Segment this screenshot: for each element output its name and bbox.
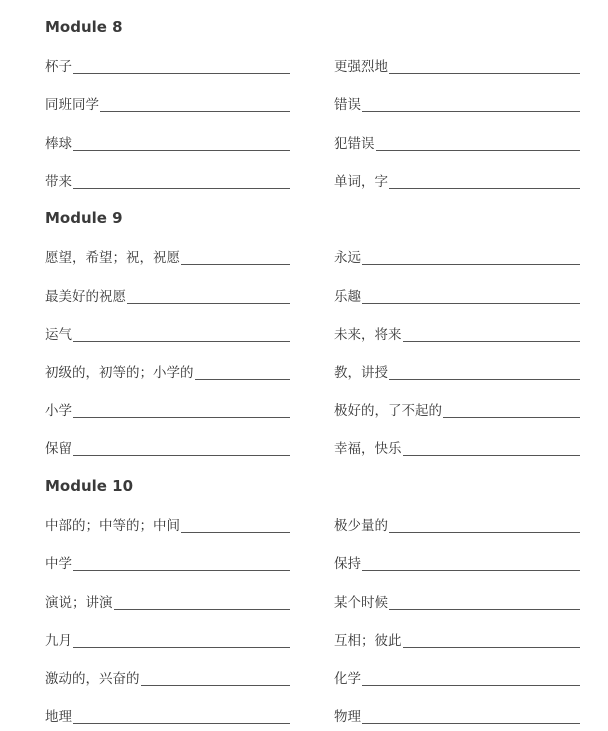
module-10-right-item-5: 化学	[334, 668, 580, 688]
answer-blank[interactable]	[403, 441, 581, 456]
module-10-left-item-2: 中学	[45, 553, 290, 573]
answer-blank[interactable]	[73, 709, 290, 724]
module-9-right-item-2: 乐趣	[334, 286, 580, 306]
module-10-left-item-5: 激动的，兴奋的	[45, 668, 290, 688]
answer-blank[interactable]	[73, 556, 290, 571]
answer-blank[interactable]	[141, 671, 291, 686]
module-8-left-item-3: 棒球	[45, 133, 290, 153]
answer-blank[interactable]	[73, 633, 290, 648]
answer-blank[interactable]	[73, 327, 290, 342]
answer-blank[interactable]	[389, 518, 580, 533]
module-10-left-item-1: 中部的；中等的；中间	[45, 515, 290, 535]
answer-blank[interactable]	[114, 595, 291, 610]
module-9-right-item-4: 教，讲授	[334, 362, 580, 382]
module-8-title: Module 8	[45, 18, 123, 36]
answer-blank[interactable]	[376, 136, 581, 151]
answer-blank[interactable]	[403, 633, 581, 648]
answer-blank[interactable]	[127, 289, 290, 304]
module-9-left-item-2: 最美好的祝愿	[45, 286, 290, 306]
answer-blank[interactable]	[362, 556, 580, 571]
answer-blank[interactable]	[181, 250, 290, 265]
answer-blank[interactable]	[73, 441, 290, 456]
answer-blank[interactable]	[362, 289, 580, 304]
module-10-left-item-4: 九月	[45, 630, 290, 650]
answer-blank[interactable]	[389, 59, 580, 74]
answer-blank[interactable]	[73, 174, 290, 189]
module-9-right-item-1: 永远	[334, 247, 580, 267]
answer-blank[interactable]	[181, 518, 290, 533]
answer-blank[interactable]	[389, 174, 580, 189]
module-8-right-item-1: 更强烈地	[334, 56, 580, 76]
module-9-left-item-4: 初级的，初等的；小学的	[45, 362, 290, 382]
answer-blank[interactable]	[362, 97, 580, 112]
answer-blank[interactable]	[73, 136, 290, 151]
module-10-title: Module 10	[45, 477, 134, 495]
answer-blank[interactable]	[362, 250, 580, 265]
module-9-left-item-5: 小学	[45, 400, 290, 420]
module-10-left-item-6: 地理	[45, 706, 290, 726]
answer-blank[interactable]	[403, 327, 581, 342]
module-8-left-item-2: 同班同学	[45, 94, 290, 114]
module-10-right-item-6: 物理	[334, 706, 580, 726]
module-8-right-item-4: 单词，字	[334, 171, 580, 191]
answer-blank[interactable]	[389, 365, 580, 380]
answer-blank[interactable]	[73, 403, 290, 418]
answer-blank[interactable]	[195, 365, 291, 380]
module-8-left-item-1: 杯子	[45, 56, 290, 76]
module-9-left-item-1: 愿望，希望；祝，祝愿	[45, 247, 290, 267]
module-8-right-item-2: 错误	[334, 94, 580, 114]
module-8-right-item-3: 犯错误	[334, 133, 580, 153]
module-8-left-item-4: 带来	[45, 171, 290, 191]
module-10-right-item-1: 极少量的	[334, 515, 580, 535]
module-10-right-item-4: 互相；彼此	[334, 630, 580, 650]
module-9-right-item-5: 极好的，了不起的	[334, 400, 580, 420]
module-9-right-item-3: 未来，将来	[334, 324, 580, 344]
answer-blank[interactable]	[73, 59, 290, 74]
module-9-left-item-6: 保留	[45, 438, 290, 458]
answer-blank[interactable]	[389, 595, 580, 610]
module-10-right-item-3: 某个时候	[334, 592, 580, 612]
module-10-right-item-2: 保持	[334, 553, 580, 573]
module-9-left-item-3: 运气	[45, 324, 290, 344]
module-9-title: Module 9	[45, 209, 123, 227]
module-10-left-item-3: 演说；讲演	[45, 592, 290, 612]
answer-blank[interactable]	[362, 709, 580, 724]
module-9-right-item-6: 幸福，快乐	[334, 438, 580, 458]
answer-blank[interactable]	[443, 403, 580, 418]
answer-blank[interactable]	[362, 671, 580, 686]
answer-blank[interactable]	[100, 97, 290, 112]
